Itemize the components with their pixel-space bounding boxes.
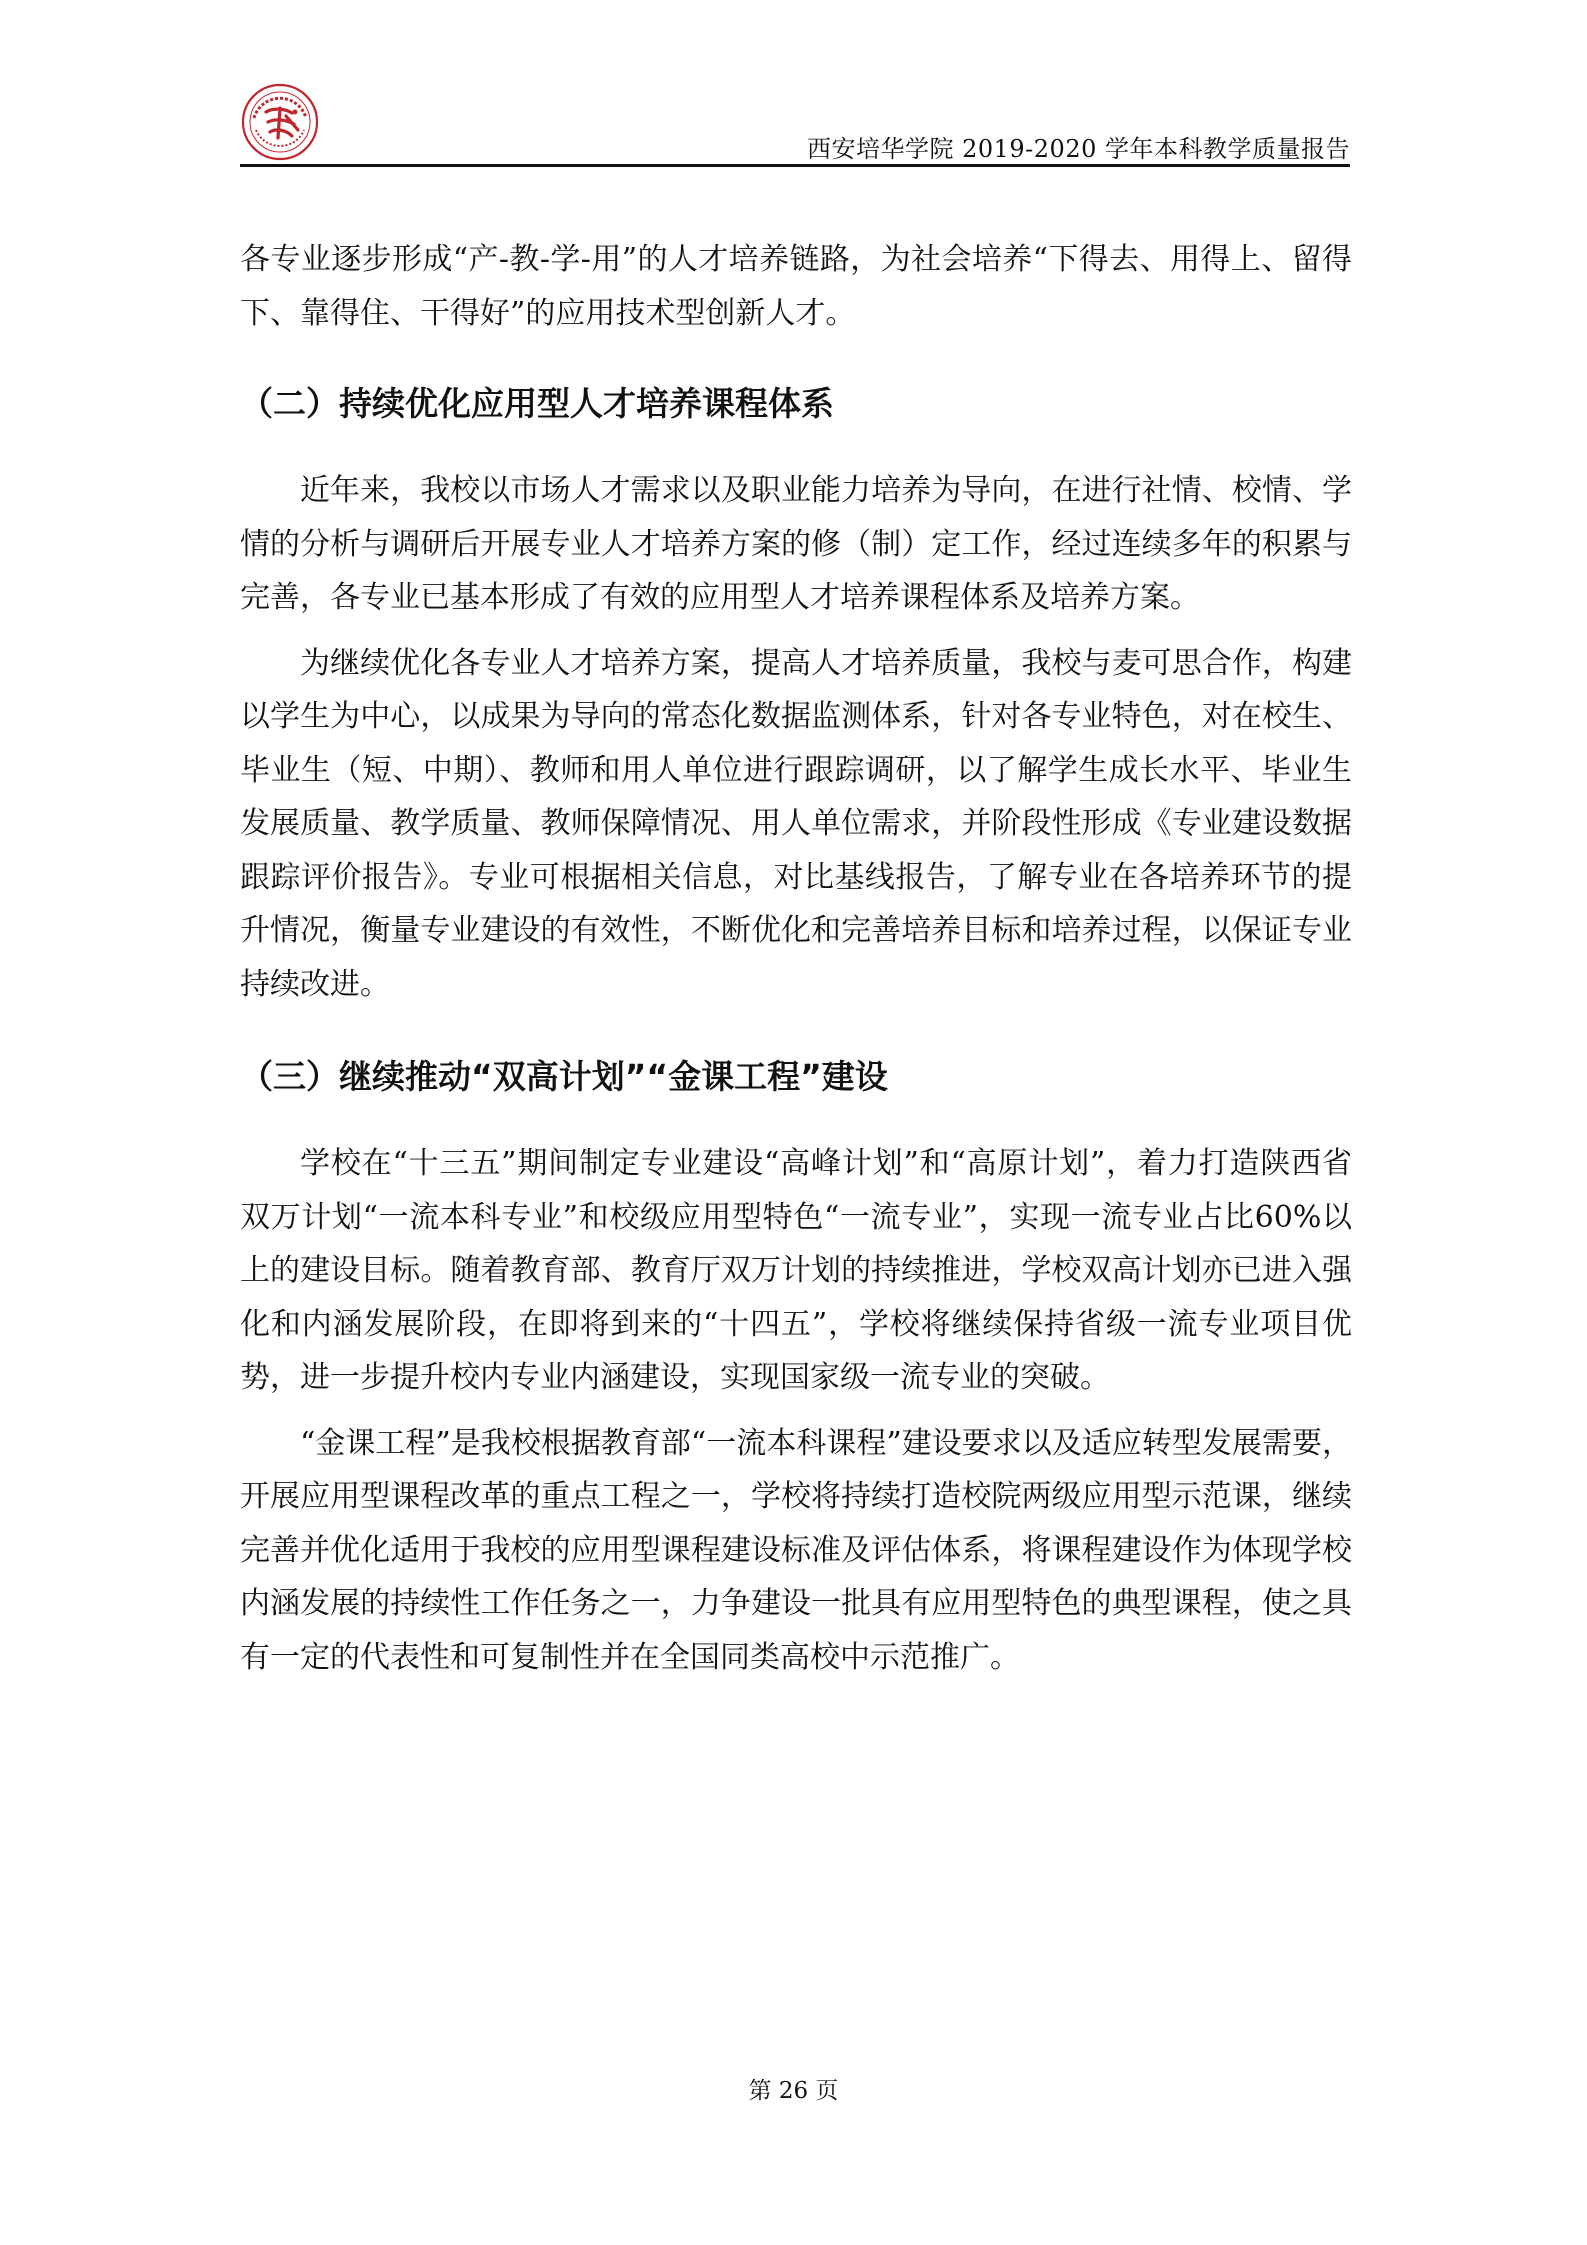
header-rule bbox=[240, 164, 1350, 167]
header-title: 西安培华学院 2019-2020 学年本科教学质量报告 bbox=[806, 135, 1350, 163]
section3-paragraph-1: 学校在“十三五”期间制定专业建设“高峰计划”和“高原计划”，着力打造陕西省双万计划“一流本科专业”和校级应用型特色“一流专业”，实现一流专业占比60%以上的建设目标。随着教育部、教育厅双万计划的持续推进，学校双高计划亦已进入强化和内涵发展阶段，在即将到来的“十四五”，学校将继续保持省级一流专业项目优势，进一步提升校内专业内涵建设，实现国家级一流专业的突破。 bbox=[240, 1146, 1352, 1395]
section-heading-3: （三）继续推动“双高计划”“金课工程”建设 bbox=[240, 1057, 888, 1096]
section3-paragraph-2: “金课工程”是我校根据教育部“一流本科课程”建设要求以及适应转型发展需要，开展应用型课程改革的重点工程之一，学校将持续打造校院两级应用型示范课，继续完善并优化适用于我校的应用型课程建设标准及评估体系，将课程建设作为体现学校内涵发展的持续性工作任务之一，力争建设一批具有应用型特色的典型课程，使之具有一定的代表性和可复制性并在全国同类高校中示范推广。 bbox=[240, 1425, 1352, 1675]
page-content bbox=[240, 233, 1352, 1684]
section-heading-2: （二）持续优化应用型人才培养课程体系 bbox=[240, 384, 834, 423]
section2-paragraph-2: 为继续优化各专业人才培养方案，提高人才培养质量，我校与麦可思合作，构建以学生为中心，以成果为导向的常态化数据监测体系，针对各专业特色，对在校生、毕业生（短、中期）、教师和用人单位进行跟踪调研，以了解学生成长水平、毕业生发展质量、教学质量、教师保障情况、用人单位需求，并阶段性形成《专业建设数据跟踪评价报告》。专业可根据相关信息，对比基线报告，了解专业在各培养环节的提升情况，衡量专业建设的有效性，不断优化和完善培养目标和培养过程，以保证专业持续改进。 bbox=[240, 645, 1352, 1002]
page-number: 第 26 页 bbox=[748, 2078, 839, 2104]
page-header bbox=[240, 82, 1350, 168]
section2-paragraph-1: 近年来，我校以市场人才需求以及职业能力培养为导向，在进行社情、校情、学情的分析与调研后开展专业人才培养方案的修（制）定工作，经过连续多年的积累与完善，各专业已基本形成了有效的应用型人才培养课程体系及培养方案。 bbox=[240, 473, 1352, 615]
university-seal-icon bbox=[240, 82, 320, 162]
intro-paragraph: 各专业逐步形成“产-教-学-用”的人才培养链路，为社会培养“下得去、用得上、留得下、靠得住、干得好”的应用技术型创新人才。 bbox=[240, 242, 1352, 331]
